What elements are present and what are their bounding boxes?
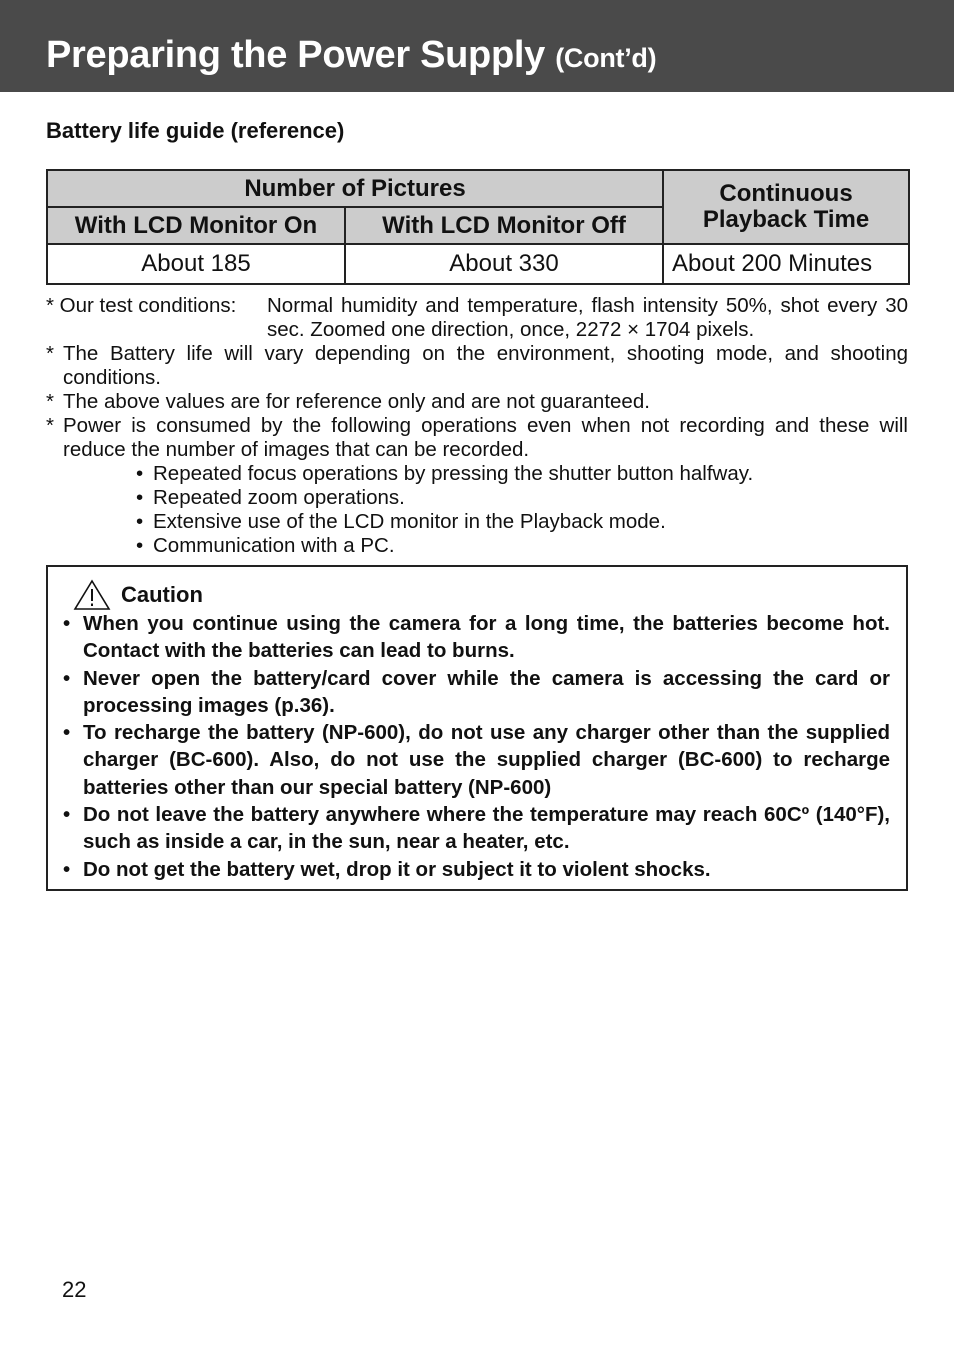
note-item: * The above values are for reference only and are not guaranteed.: [46, 390, 650, 413]
caution-box: [46, 565, 908, 891]
note-text: The above values are for reference only and are not guaranteed.: [63, 390, 650, 413]
caution-heading: [73, 579, 203, 611]
lcd-on-value: About 185: [47, 244, 345, 284]
caution-item: • Do not leave the battery anywhere where the temperature may reach 60Cº (140°F), such as inside a car, in the sun, near a heater, etc.: [63, 803, 890, 854]
table-row: [47, 244, 909, 284]
continuous-playback-header: Continuous Playback Time: [663, 170, 909, 244]
bullet-text: Repeated zoom operations.: [153, 486, 405, 509]
lcd-off-value: About 330: [345, 244, 663, 284]
operation-bullets: [136, 462, 908, 558]
battery-life-table: [46, 169, 910, 285]
test-conditions-note: [46, 294, 908, 342]
caution-list: [63, 610, 890, 883]
list-item: • Communication with a PC.: [136, 534, 395, 557]
bullet-text: Communication with a PC.: [153, 534, 395, 557]
list-item: • Repeated focus operations by pressing the shutter button halfway.: [136, 462, 754, 485]
page-title-suffix: (Cont’d): [555, 43, 657, 73]
test-conditions-body: Normal humidity and temperature, flash intensity 50%, shot every 30 sec. Zoomed one direction, once, 2272 × 1704 pixels.: [267, 294, 908, 341]
note-item: * The Battery life will vary depending on the environment, shooting mode, and shooting conditions.: [46, 342, 908, 389]
page-title: [46, 34, 656, 77]
lcd-on-header: With LCD Monitor On: [47, 207, 345, 244]
page-number: 22: [62, 1277, 87, 1302]
list-item: • Extensive use of the LCD monitor in the Playback mode.: [136, 510, 666, 533]
section-title: Battery life guide (reference): [46, 118, 345, 143]
caution-item: • When you continue using the camera for a long time, the batteries become hot. Contact with the batteries can lead to burns.: [63, 612, 890, 663]
number-of-pictures-header: Number of Pictures: [47, 170, 663, 207]
bullet-text: Repeated focus operations by pressing the shutter button halfway.: [153, 462, 754, 485]
bullet-text: Extensive use of the LCD monitor in the Playback mode.: [153, 510, 666, 533]
lcd-off-header: With LCD Monitor Off: [345, 207, 663, 244]
caution-item: • To recharge the battery (NP-600), do not use any charger other than the supplied charger (BC-600). Also, do not use the supplied charger (BC-600) to recharge batteries other than our special battery (NP-600): [63, 721, 890, 799]
page-title-main: Preparing the Power Supply: [46, 34, 545, 76]
caution-item: • Do not get the battery wet, drop it or subject it to violent shocks.: [63, 857, 711, 881]
caution-text: Never open the battery/card cover while the camera is accessing the card or processing images (p.36).: [83, 666, 890, 717]
test-conditions-lead: * Our test conditions:: [46, 294, 237, 317]
note-text: Power is consumed by the following operations even when not recording and these will reduce the number of images that can be recorded.: [63, 414, 908, 461]
caution-text: To recharge the battery (NP-600), do not use any charger other than the supplied charger (BC-600). Also, do not use the supplied charger (BC-600) to recharge batteries other than our special battery (NP-600): [83, 721, 890, 799]
caution-text: When you continue using the camera for a long time, the batteries become hot. Contact with the batteries can lead to burns.: [83, 612, 890, 663]
caution-label: Caution: [121, 582, 203, 607]
note-item: * Power is consumed by the following operations even when not recording and these will reduce the number of images that can be recorded.: [46, 414, 908, 461]
note-text: The Battery life will vary depending on the environment, shooting mode, and shooting conditions.: [63, 342, 908, 389]
playback-time-value: About 200 Minutes: [663, 244, 909, 284]
page-header: [0, 0, 954, 92]
notes: [46, 294, 908, 558]
caution-item: • Never open the battery/card cover while the camera is accessing the card or processing images (p.36).: [63, 666, 890, 717]
list-item: • Repeated zoom operations.: [136, 486, 405, 509]
caution-text: Do not leave the battery anywhere where the temperature may reach 60Cº (140°F), such as inside a car, in the sun, near a heater, etc.: [83, 803, 890, 854]
warning-triangle-icon: [73, 579, 111, 611]
caution-text: Do not get the battery wet, drop it or subject it to violent shocks.: [83, 857, 711, 881]
